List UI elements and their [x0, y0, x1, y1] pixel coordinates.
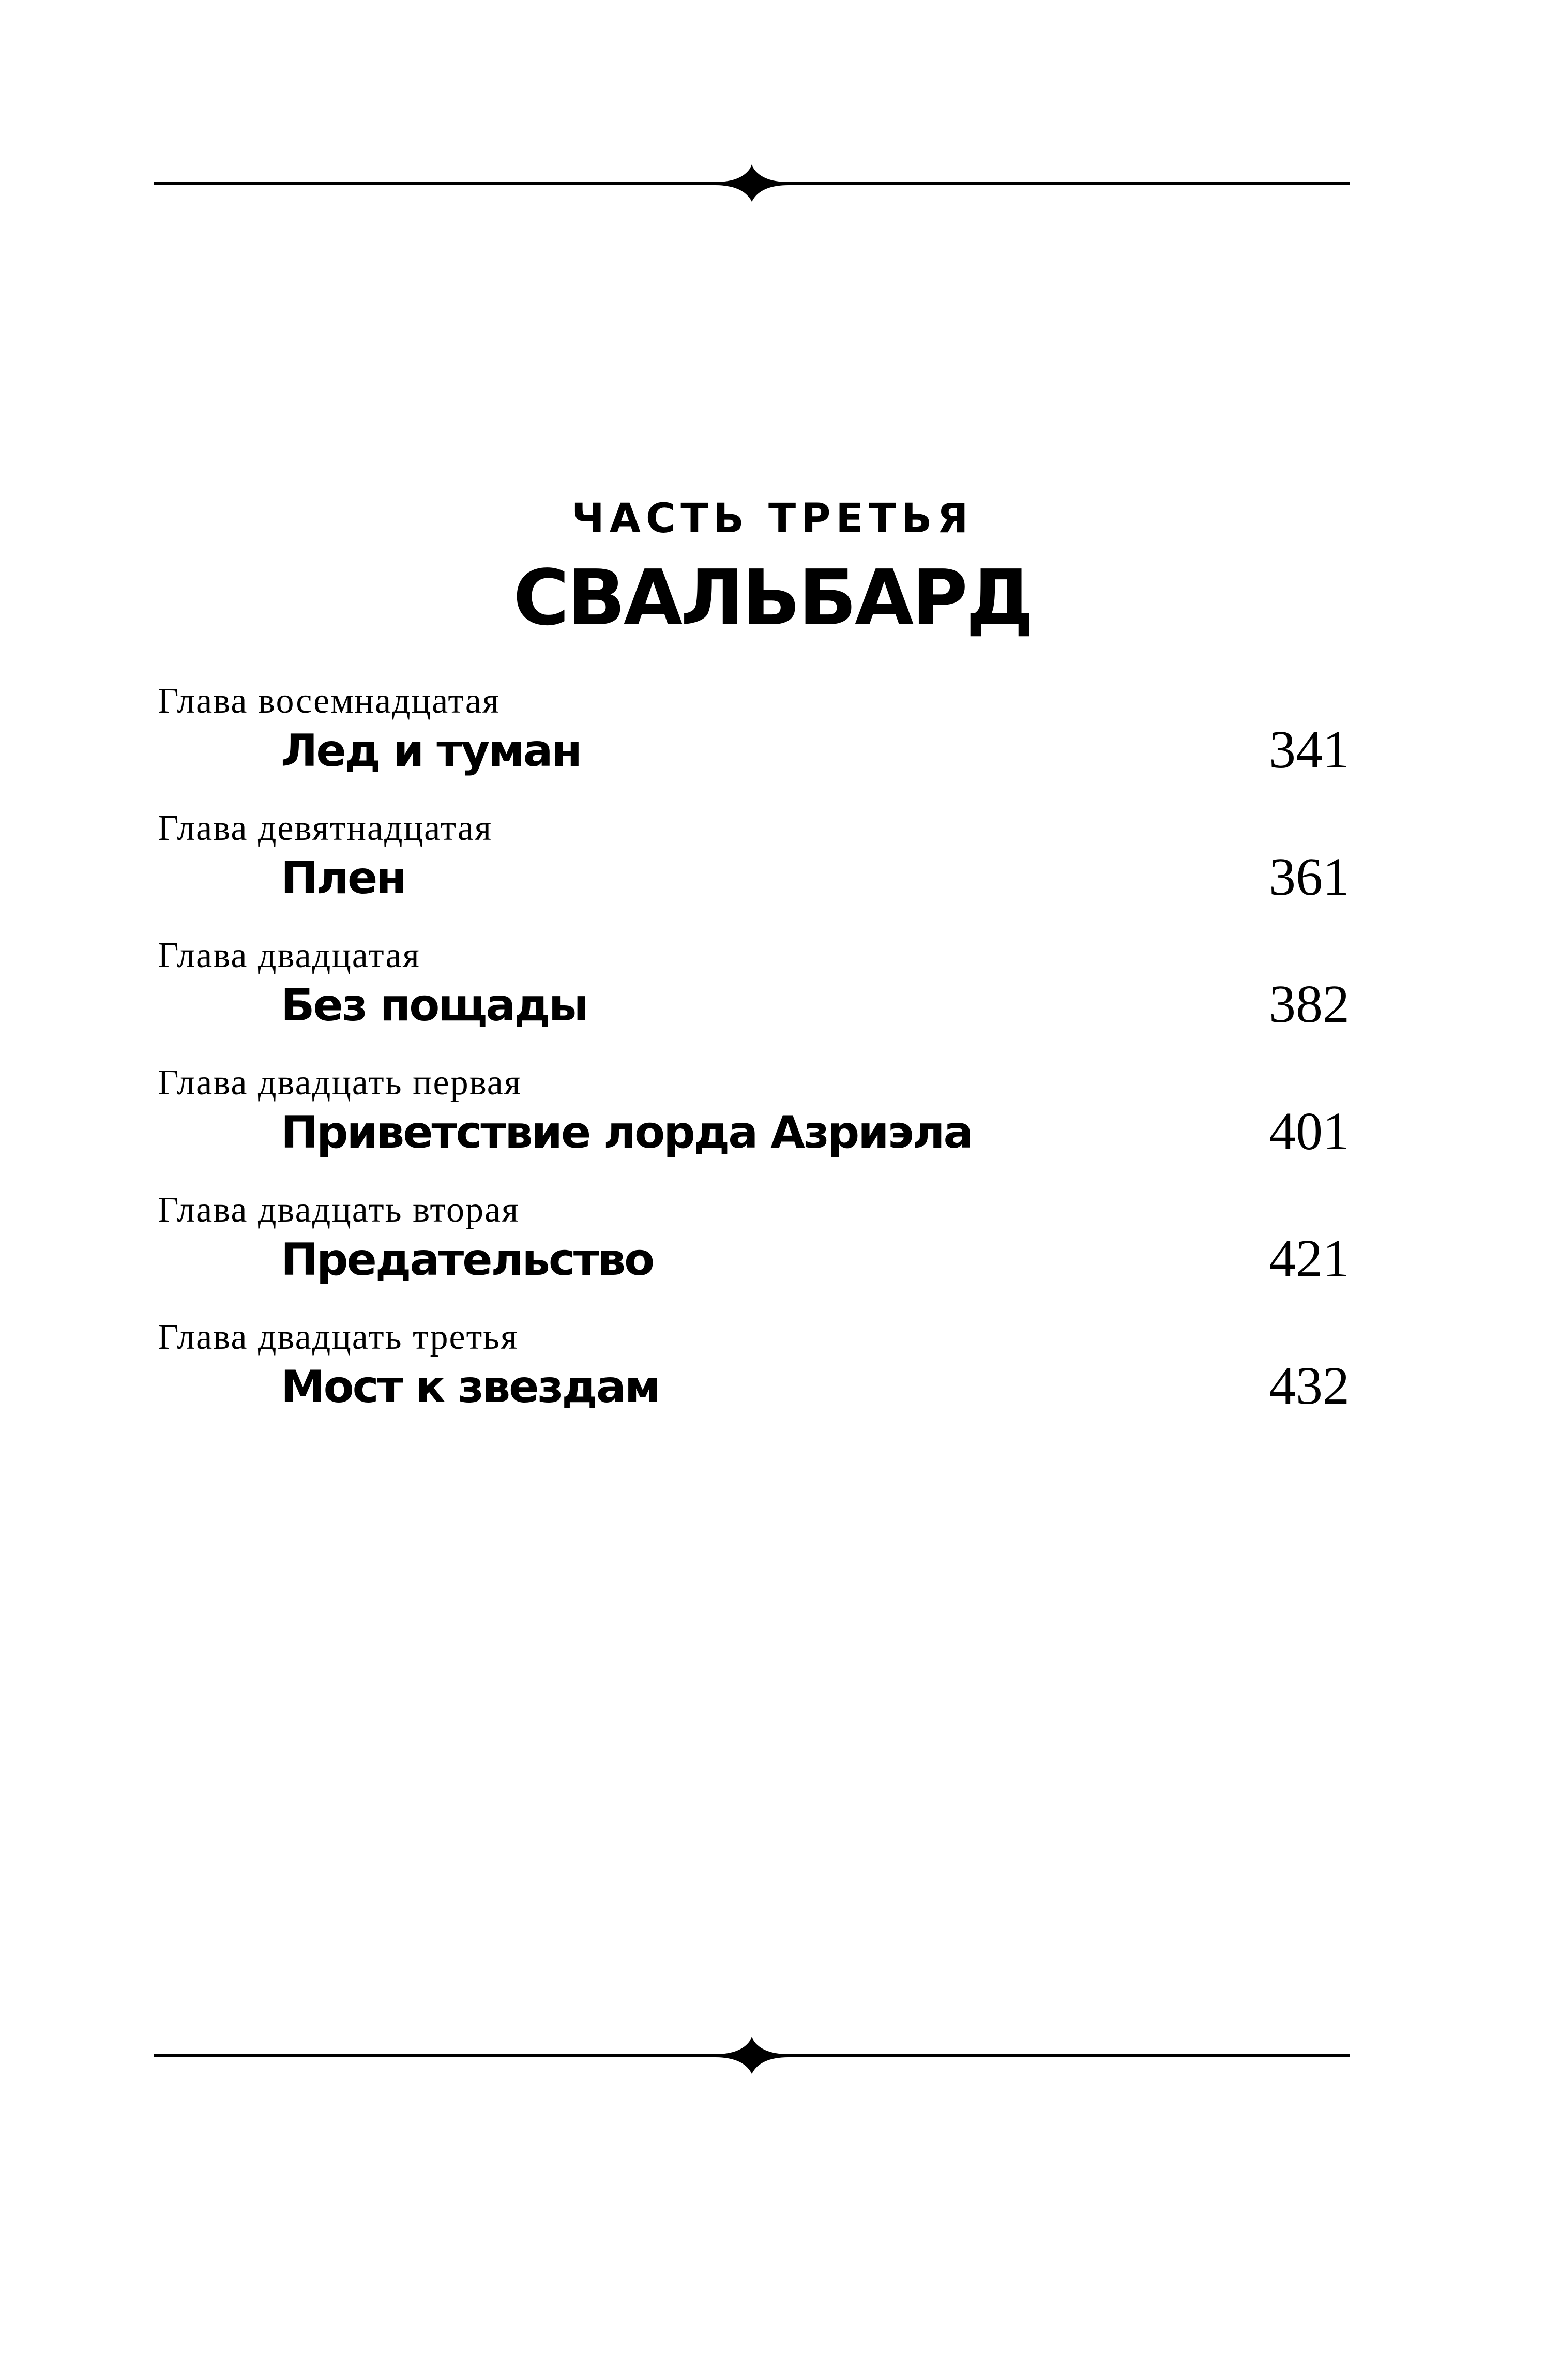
- page-number: 382: [1269, 974, 1350, 1034]
- page-number: 421: [1269, 1229, 1350, 1288]
- page-number: 401: [1269, 1102, 1350, 1161]
- toc-entry[interactable]: [158, 935, 1350, 1062]
- chapter-title: Предательство: [281, 1234, 654, 1286]
- chapter-label: Глава двадцать третья: [158, 1317, 519, 1357]
- chapter-title: Лед и туман: [281, 725, 581, 777]
- toc-entry[interactable]: [158, 1062, 1350, 1189]
- top-ornamental-divider: [154, 160, 1350, 202]
- chapter-label: Глава двадцать первая: [158, 1063, 522, 1103]
- toc-entry[interactable]: [158, 1317, 1350, 1444]
- chapter-label: Глава двадцать вторая: [158, 1190, 520, 1230]
- chapter-label: Глава девятнадцатая: [158, 808, 493, 848]
- chapter-title: Мост к звездам: [281, 1361, 660, 1413]
- part-title: СВАЛЬБАРД: [513, 553, 1032, 642]
- page-number: 432: [1269, 1356, 1350, 1415]
- page-number: 341: [1269, 720, 1350, 779]
- chapter-label: Глава двадцатая: [158, 936, 420, 975]
- chapter-label: Глава восемнадцатая: [158, 681, 501, 721]
- toc-entry[interactable]: [158, 808, 1350, 935]
- chapter-title: Плен: [281, 852, 405, 904]
- page-number: 361: [1269, 847, 1350, 907]
- chapter-title: Без пощады: [281, 980, 587, 1031]
- chapter-title: Приветствие лорда Азриэла: [281, 1107, 972, 1158]
- part-label: ЧАСТЬ ТРЕТЬЯ: [571, 495, 974, 542]
- toc-entry[interactable]: [158, 1189, 1350, 1317]
- bottom-ornamental-divider: [154, 2032, 1350, 2074]
- table-of-contents: [158, 681, 1350, 1444]
- toc-entry[interactable]: [158, 681, 1350, 808]
